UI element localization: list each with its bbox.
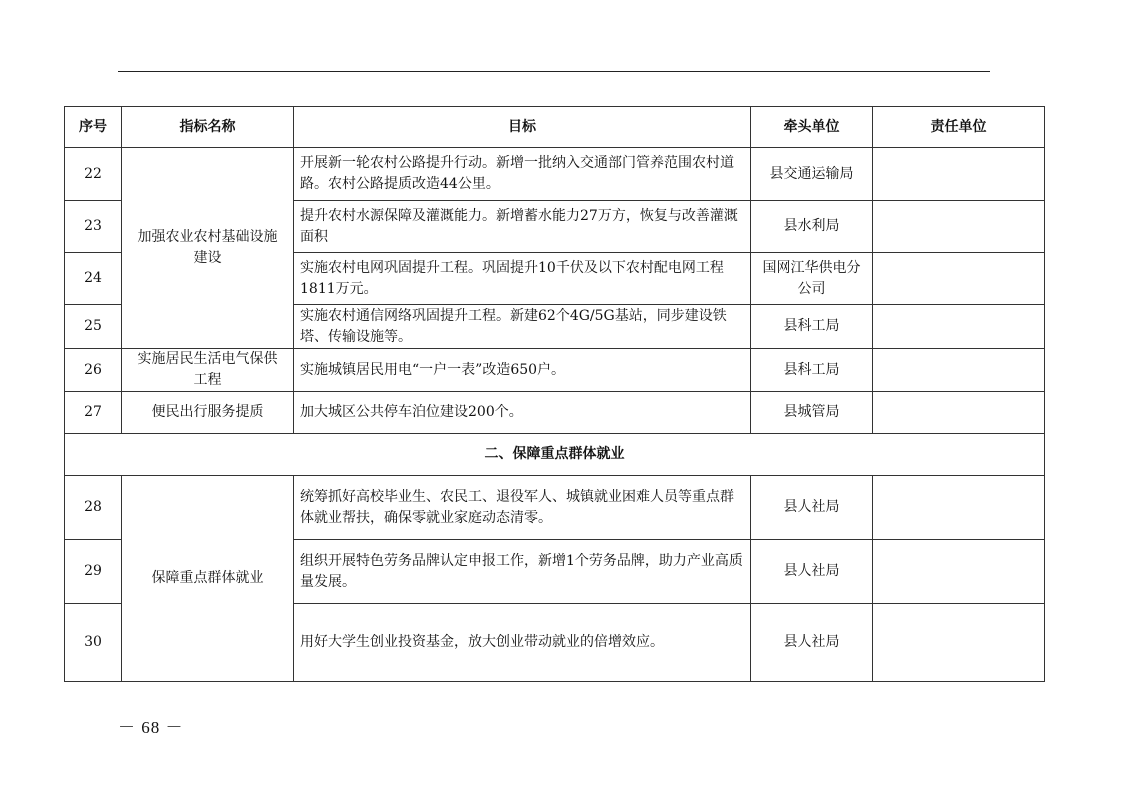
row-no: 25	[65, 305, 122, 349]
header-lead: 牵头单位	[751, 107, 873, 148]
row-lead: 县人社局	[751, 604, 873, 682]
row-target: 用好大学生创业投资基金，放大创业带动就业的倍增效应。	[294, 604, 751, 682]
row-lead: 县人社局	[751, 540, 873, 604]
header-rule	[118, 71, 990, 72]
row-no: 22	[65, 148, 122, 201]
indicator-name: 便民出行服务提质	[122, 392, 294, 434]
table-row	[65, 349, 1045, 392]
row-target: 实施农村电网巩固提升工程。巩固提升10千伏及以下农村配电网工程1811万元。	[294, 253, 751, 305]
table-row	[65, 148, 1045, 201]
row-resp	[873, 201, 1045, 253]
row-target: 加大城区公共停车泊位建设200个。	[294, 392, 751, 434]
row-no: 24	[65, 253, 122, 305]
row-resp	[873, 392, 1045, 434]
page-number: － 68 －	[118, 718, 184, 737]
row-lead: 县城管局	[751, 392, 873, 434]
row-lead: 县人社局	[751, 476, 873, 540]
row-no: 30	[65, 604, 122, 682]
row-lead: 县科工局	[751, 305, 873, 349]
row-resp	[873, 305, 1045, 349]
row-no: 23	[65, 201, 122, 253]
row-no: 29	[65, 540, 122, 604]
row-resp	[873, 349, 1045, 392]
row-resp	[873, 604, 1045, 682]
row-lead: 县水利局	[751, 201, 873, 253]
row-target: 统筹抓好高校毕业生、农民工、退役军人、城镇就业困难人员等重点群体就业帮扶，确保零就业家庭动态清零。	[294, 476, 751, 540]
indicator-name: 实施居民生活电气保供工程	[122, 349, 294, 392]
row-target: 提升农村水源保障及灌溉能力。新增蓄水能力27万方，恢复与改善灌溉面积	[294, 201, 751, 253]
row-target: 实施城镇居民用电“一户一表”改造650户。	[294, 349, 751, 392]
row-target: 组织开展特色劳务品牌认定申报工作，新增1个劳务品牌，助力产业高质量发展。	[294, 540, 751, 604]
indicator-name: 加强农业农村基础设施建设	[122, 148, 294, 349]
table-header-row	[65, 107, 1045, 148]
header-target: 目标	[294, 107, 751, 148]
row-no: 26	[65, 349, 122, 392]
header-resp: 责任单位	[873, 107, 1045, 148]
row-lead: 国网江华供电分公司	[751, 253, 873, 305]
header-seq: 序号	[65, 107, 122, 148]
indicator-table	[64, 106, 1045, 682]
row-no: 28	[65, 476, 122, 540]
row-resp	[873, 476, 1045, 540]
row-target: 开展新一轮农村公路提升行动。新增一批纳入交通部门管养范围农村道路。农村公路提质改造44公里。	[294, 148, 751, 201]
row-resp	[873, 253, 1045, 305]
header-name: 指标名称	[122, 107, 294, 148]
row-no: 27	[65, 392, 122, 434]
row-lead: 县交通运输局	[751, 148, 873, 201]
row-resp	[873, 540, 1045, 604]
table-row	[65, 392, 1045, 434]
row-resp	[873, 148, 1045, 201]
indicator-name: 保障重点群体就业	[122, 476, 294, 682]
section-heading: 二、保障重点群体就业	[65, 434, 1045, 476]
row-target: 实施农村通信网络巩固提升工程。新建62个4G/5G基站，同步建设铁塔、传输设施等。	[294, 305, 751, 349]
row-lead: 县科工局	[751, 349, 873, 392]
section-row	[65, 434, 1045, 476]
table-row	[65, 476, 1045, 540]
